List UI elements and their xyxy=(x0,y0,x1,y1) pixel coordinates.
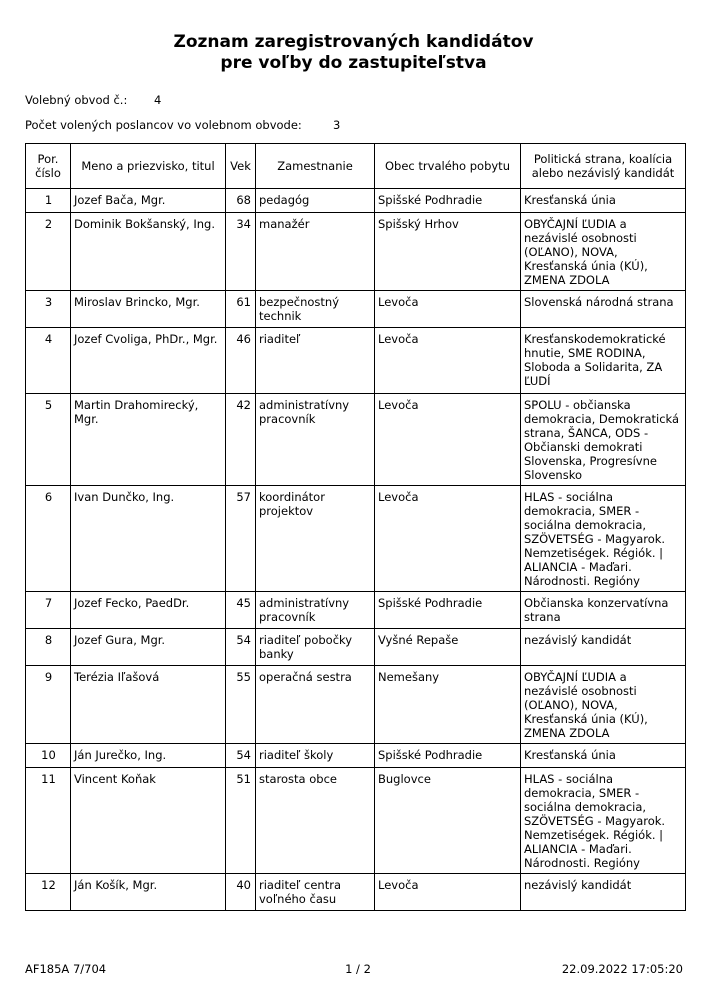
cell-number: 1 xyxy=(26,189,71,213)
cell-age: 54 xyxy=(226,629,256,666)
cell-age: 46 xyxy=(226,328,256,394)
table-header-row xyxy=(26,144,686,189)
cell-number: 12 xyxy=(26,874,71,911)
cell-name: Terézia Iľašová xyxy=(71,666,226,744)
cell-number: 2 xyxy=(26,213,71,291)
footer-page-number: 1 / 2 xyxy=(345,962,371,976)
cell-name: Ivan Dunčko, Ing. xyxy=(71,486,226,592)
col-header-party: Politická strana, koalícia alebo nezávislý kandidát xyxy=(521,144,686,189)
cell-party: Slovenská národná strana xyxy=(521,291,686,328)
title-line-1: Zoznam zaregistrovaných kandidátov xyxy=(173,32,534,52)
cell-town: Levoča xyxy=(375,874,521,911)
col-header-age: Vek xyxy=(226,144,256,189)
cell-town: Spišský Hrhov xyxy=(375,213,521,291)
cell-occupation: riaditeľ školy xyxy=(256,744,375,768)
district-row xyxy=(25,93,162,107)
cell-name: Vincent Koňak xyxy=(71,768,226,874)
cell-name: Martin Drahomirecký, Mgr. xyxy=(71,394,226,486)
title-line-2: pre voľby do zastupiteľstva xyxy=(220,53,487,73)
document-title xyxy=(0,32,707,74)
cell-occupation: pedagóg xyxy=(256,189,375,213)
cell-party: nezávislý kandidát xyxy=(521,629,686,666)
cell-town: Spišské Podhradie xyxy=(375,744,521,768)
cell-occupation: starosta obce xyxy=(256,768,375,874)
seats-row xyxy=(25,118,341,132)
cell-occupation: riaditeľ centra voľného času xyxy=(256,874,375,911)
cell-age: 61 xyxy=(226,291,256,328)
cell-age: 40 xyxy=(226,874,256,911)
cell-age: 42 xyxy=(226,394,256,486)
cell-name: Jozef Fecko, PaedDr. xyxy=(71,592,226,629)
cell-party: nezávislý kandidát xyxy=(521,874,686,911)
table-row xyxy=(26,328,686,394)
cell-party: Kresťanská únia xyxy=(521,189,686,213)
cell-occupation: bezpečnostný technik xyxy=(256,291,375,328)
cell-name: Ján Košík, Mgr. xyxy=(71,874,226,911)
seats-value: 3 xyxy=(333,118,341,132)
cell-number: 6 xyxy=(26,486,71,592)
cell-age: 55 xyxy=(226,666,256,744)
col-header-town: Obec trvalého pobytu xyxy=(375,144,521,189)
cell-occupation: administratívny pracovník xyxy=(256,592,375,629)
cell-party: HLAS - sociálna demokracia, SMER - sociálna demokracia, SZÖVETSÉG - Magyarok. Nemzetiségek. Régiók. | ALIANCIA - Maďari. Národnosti. Regióny xyxy=(521,486,686,592)
cell-occupation: manažér xyxy=(256,213,375,291)
cell-name: Jozef Bača, Mgr. xyxy=(71,189,226,213)
cell-town: Levoča xyxy=(375,394,521,486)
table-row xyxy=(26,874,686,911)
cell-party: OBYČAJNÍ ĽUDIA a nezávislé osobnosti (OĽANO), NOVA, Kresťanská únia (KÚ), ZMENA ZDOLA xyxy=(521,666,686,744)
cell-party: OBYČAJNÍ ĽUDIA a nezávislé osobnosti (OĽANO), NOVA, Kresťanská únia (KÚ), ZMENA ZDOLA xyxy=(521,213,686,291)
cell-occupation: operačná sestra xyxy=(256,666,375,744)
cell-number: 11 xyxy=(26,768,71,874)
col-header-occupation: Zamestnanie xyxy=(256,144,375,189)
cell-party: SPOLU - občianska demokracia, Demokratická strana, ŠANCA, ODS - Občianski demokrati Slovenska, Progresívne Slovensko xyxy=(521,394,686,486)
cell-town: Levoča xyxy=(375,328,521,394)
seats-label: Počet volených poslancov vo volebnom obvode: xyxy=(25,118,302,132)
table-row xyxy=(26,768,686,874)
footer-timestamp: 22.09.2022 17:05:20 xyxy=(561,962,683,976)
cell-town: Vyšné Repaše xyxy=(375,629,521,666)
cell-age: 57 xyxy=(226,486,256,592)
cell-age: 51 xyxy=(226,768,256,874)
cell-name: Miroslav Brincko, Mgr. xyxy=(71,291,226,328)
cell-town: Levoča xyxy=(375,486,521,592)
district-value: 4 xyxy=(154,93,162,107)
cell-name: Jozef Gura, Mgr. xyxy=(71,629,226,666)
cell-name: Dominik Bokšanský, Ing. xyxy=(71,213,226,291)
footer-doc-id: AF185A 7/704 xyxy=(25,962,107,976)
cell-party: Kresťanskodemokratické hnutie, SME RODINA, Sloboda a Solidarita, ZA ĽUDÍ xyxy=(521,328,686,394)
table-row xyxy=(26,291,686,328)
cell-age: 68 xyxy=(226,189,256,213)
cell-number: 10 xyxy=(26,744,71,768)
cell-party: Občianska konzervatívna strana xyxy=(521,592,686,629)
cell-town: Buglovce xyxy=(375,768,521,874)
cell-name: Ján Jurečko, Ing. xyxy=(71,744,226,768)
table-row xyxy=(26,394,686,486)
table-row xyxy=(26,486,686,592)
cell-town: Levoča xyxy=(375,291,521,328)
cell-town: Spišské Podhradie xyxy=(375,189,521,213)
cell-number: 8 xyxy=(26,629,71,666)
table-row xyxy=(26,189,686,213)
cell-number: 4 xyxy=(26,328,71,394)
table-row xyxy=(26,629,686,666)
cell-number: 7 xyxy=(26,592,71,629)
cell-occupation: riaditeľ xyxy=(256,328,375,394)
cell-name: Jozef Cvoliga, PhDr., Mgr. xyxy=(71,328,226,394)
cell-number: 5 xyxy=(26,394,71,486)
candidates-table xyxy=(25,143,686,911)
cell-town: Nemešany xyxy=(375,666,521,744)
col-header-name: Meno a priezvisko, titul xyxy=(71,144,226,189)
district-label: Volebný obvod č.: xyxy=(25,93,128,107)
cell-party: Kresťanská únia xyxy=(521,744,686,768)
cell-number: 3 xyxy=(26,291,71,328)
cell-occupation: koordinátor projektov xyxy=(256,486,375,592)
cell-occupation: riaditeľ pobočky banky xyxy=(256,629,375,666)
table-row xyxy=(26,744,686,768)
cell-age: 45 xyxy=(226,592,256,629)
cell-age: 54 xyxy=(226,744,256,768)
cell-occupation: administratívny pracovník xyxy=(256,394,375,486)
cell-party: HLAS - sociálna demokracia, SMER - sociálna demokracia, SZÖVETSÉG - Magyarok. Nemzetiségek. Régiók. | ALIANCIA - Maďari. Národnosti. Regióny xyxy=(521,768,686,874)
col-header-number: Por. číslo xyxy=(26,144,71,189)
table-row xyxy=(26,592,686,629)
table-row xyxy=(26,213,686,291)
cell-town: Spišské Podhradie xyxy=(375,592,521,629)
table-row xyxy=(26,666,686,744)
cell-number: 9 xyxy=(26,666,71,744)
cell-age: 34 xyxy=(226,213,256,291)
